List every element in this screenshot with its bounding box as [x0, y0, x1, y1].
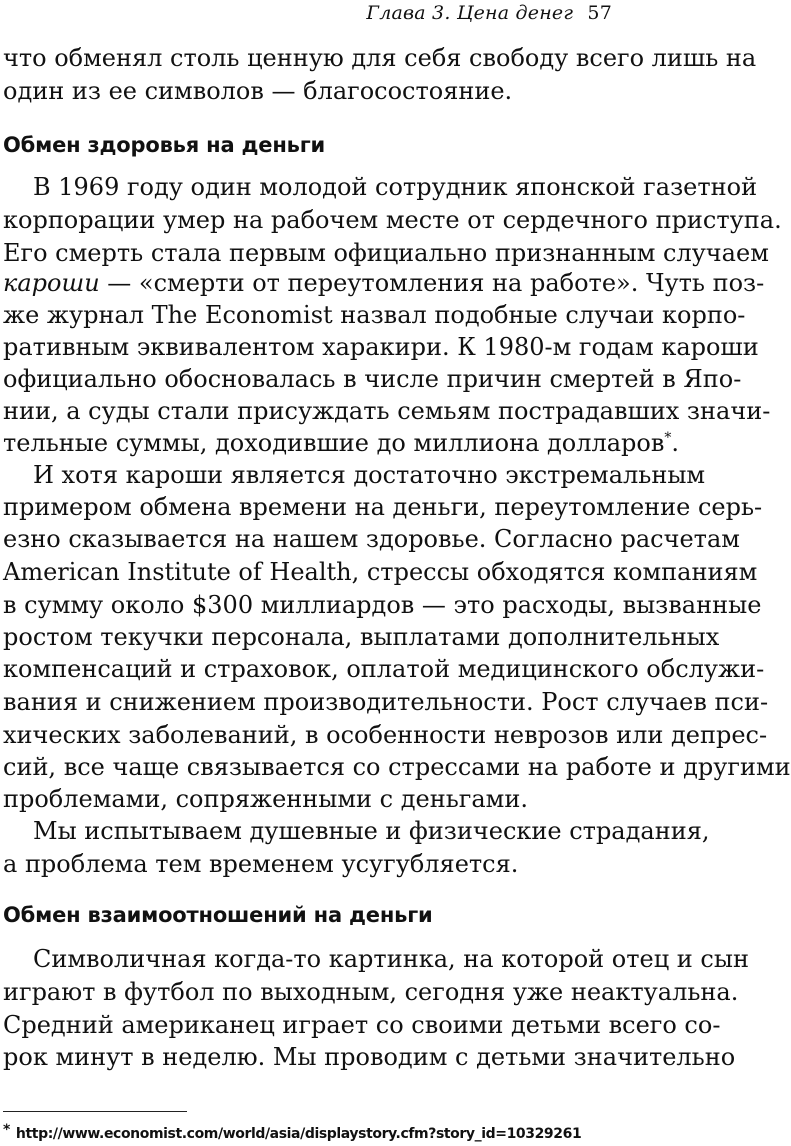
page-number: 57	[587, 2, 612, 24]
text-line: корпорации умер на рабочем месте от сердечного приступа.	[3, 206, 782, 234]
text-line: хических заболеваний, в особенности неврозов или депрес-	[3, 721, 768, 749]
text-line: же журнал The Economist назвал подобные случаи корпо-	[3, 301, 746, 329]
chapter-title: Глава 3. Цена денег	[366, 2, 574, 24]
text-line: вания и снижением производительности. Рост случаев пси-	[3, 688, 769, 716]
text-line: нии, а суды стали присуждать семьям пострадавших значи-	[3, 397, 771, 425]
text-line: компенсаций и страховок, оплатой медицинского обслужи-	[3, 655, 765, 683]
text-line: American Institute of Health, стрессы обходятся компаниям	[3, 558, 758, 586]
text-line: ростом текучки персонала, выплатами дополнительных	[3, 623, 720, 651]
text-line: официально обосновалась в числе причин смертей в Япо-	[3, 365, 742, 393]
text-line: Символичная когда-то картинка, на которой отец и сын	[33, 945, 749, 973]
text-fragment: тельные суммы, доходившие до миллиона долларов	[3, 429, 665, 457]
text-line: примером обмена времени на деньги, переутомление серь-	[3, 493, 763, 521]
text-line: езно сказывается на нашем здоровье. Согласно расчетам	[3, 525, 740, 553]
running-head	[366, 2, 612, 24]
footnote-url: http://www.economist.com/world/asia/displaystory.cfm?story_id=10329261	[15, 1126, 582, 1142]
text-line: Мы испытываем душевные и физические страдания,	[33, 817, 710, 845]
text-line: Средний американец играет со своими детьми всего со-	[3, 1011, 721, 1039]
text-line: один из ее символов — благосостояние.	[3, 77, 513, 105]
footnote	[3, 1122, 581, 1142]
text-line	[3, 266, 765, 300]
footnote-divider	[3, 1111, 187, 1112]
text-line	[3, 426, 679, 460]
text-line: Его смерть стала первым официально признанным случаем	[3, 239, 769, 267]
text-line: ративным эквивалентом харакири. К 1980-м годам кароши	[3, 333, 759, 361]
karoshi-term: кароши	[3, 269, 100, 297]
text-line: сий, все чаще связывается со стрессами на работе и другими	[3, 753, 791, 781]
text-line: В 1969 году один молодой сотрудник японской газетной	[33, 173, 758, 201]
text-line: а проблема тем временем усугубляется.	[3, 850, 519, 878]
text-line: играют в футбол по выходным, сегодня уже неактуальна.	[3, 978, 739, 1006]
footnote-mark: *	[3, 1122, 10, 1138]
footnote-marker: *	[664, 430, 672, 446]
text-fragment: .	[671, 429, 679, 457]
text-line: что обменял столь ценную для себя свободу всего лишь на	[3, 44, 757, 72]
text-line: рок минут в неделю. Мы проводим с детьми значительно	[3, 1043, 736, 1071]
text-fragment: — «смерти от переутомления на работе». Чуть поз-	[107, 269, 765, 297]
text-line: в сумму около $300 миллиардов — это расходы, вызванные	[3, 591, 762, 619]
section-heading-relationships: Обмен взаимоотношений на деньги	[3, 903, 433, 927]
section-heading-health: Обмен здоровья на деньги	[3, 133, 326, 157]
text-line: проблемами, сопряженными с деньгами.	[3, 785, 528, 813]
text-line: И хотя кароши является достаточно экстремальным	[33, 461, 706, 489]
